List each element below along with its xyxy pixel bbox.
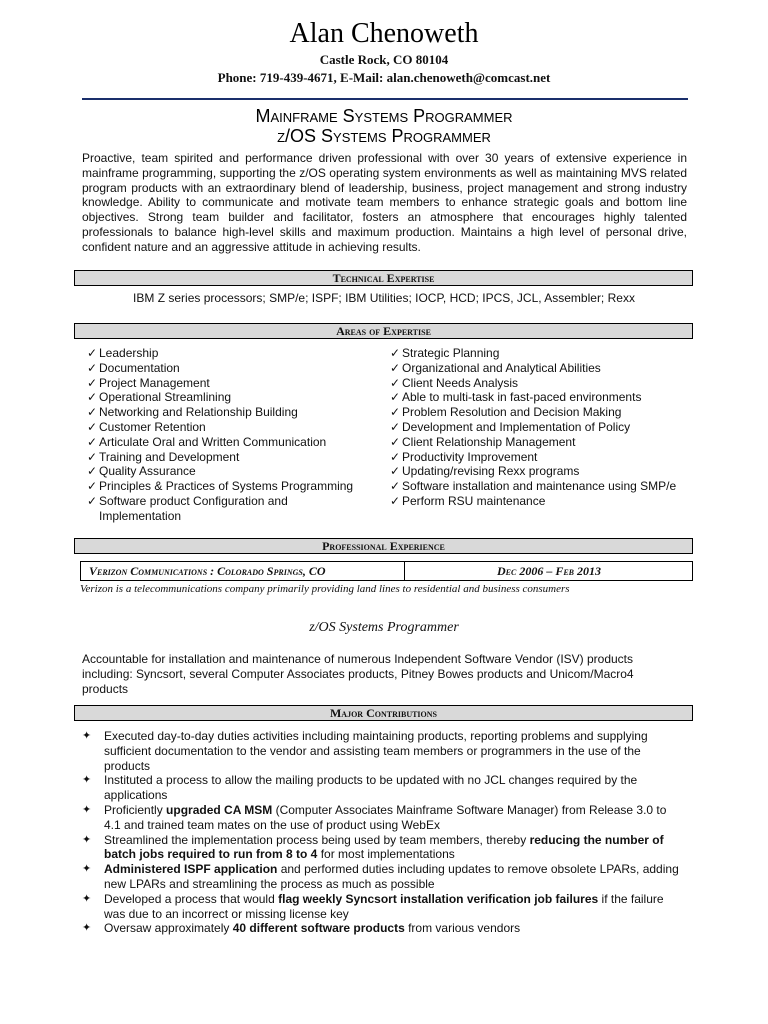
checkmark-icon: ✓ — [390, 375, 401, 390]
role-title: z/OS Systems Programmer — [309, 620, 459, 635]
expertise-label: Perform RSU maintenance — [402, 493, 546, 508]
contribution-item — [82, 833, 682, 863]
contribution-text: Developed a process that would — [104, 891, 279, 906]
contribution-highlight: Administered ISPF application — [104, 862, 278, 877]
expertise-label: Documentation — [99, 360, 180, 375]
expertise-item — [87, 435, 367, 450]
contribution-text: Executed day-to-day duties activities including maintaining products, reporting problems and supplying sufficient documentation to the vendor and assisting team members or programmers in the use of the products — [104, 729, 648, 773]
technical-skills: IBM Z series processors; SMP/e; ISPF; IBM Utilities; IOCP, HCD; IPCS, JCL, Assembler; Rexx — [133, 291, 635, 305]
contribution-text: from various vendors — [404, 921, 521, 936]
checkmark-icon: ✓ — [390, 449, 401, 464]
expertise-label: Networking and Relationship Building — [99, 405, 298, 420]
checkmark-icon: ✓ — [390, 493, 401, 508]
checkmark-icon: ✓ — [390, 419, 401, 434]
checkmark-icon: ✓ — [390, 346, 401, 360]
expertise-label: Software installation and maintenance using SMP/e — [402, 479, 677, 494]
expertise-label: Project Management — [99, 375, 210, 390]
contribution-item — [82, 729, 682, 773]
expertise-item — [390, 376, 680, 391]
expertise-label: Development and Implementation of Policy — [402, 419, 631, 434]
expertise-item — [390, 450, 680, 465]
expertise-item — [390, 390, 680, 405]
header-divider — [82, 98, 688, 100]
checkmark-icon: ✓ — [390, 464, 401, 479]
checkmark-icon: ✓ — [87, 449, 98, 464]
checkmark-icon: ✓ — [390, 405, 401, 420]
expertise-label: Training and Development — [99, 449, 240, 464]
expertise-item — [390, 361, 680, 376]
checkmark-icon: ✓ — [87, 479, 98, 494]
star-bullet-icon: ✦ — [82, 730, 92, 742]
company-description: Verizon is a telecommunications company primarily providing land lines to residential and business consumers — [80, 583, 570, 595]
professional-summary: Proactive, team spirited and performance driven professional with over 30 years of extensive experience in mainframe programming, supporting the z/OS operating system environments as well as maintaining MVS related program products with an extraordinary blend of leadership, business, project management and strong industry knowledge. Ability to communicate and motivate team members to enhance strategic goals and bottom line objectives. Strong team builder and facilitator, fosters an atmosphere that encourages highly talented professionals to balance high-level skills and maximum production. Maintains a high level of personal drive, confident nature and an aggressive attitude in achieving results. — [82, 151, 687, 254]
expertise-item — [87, 405, 367, 420]
section-heading-experience: Professional Experience — [74, 538, 693, 554]
expertise-item — [87, 479, 367, 494]
expertise-item — [87, 376, 367, 391]
expertise-item — [390, 479, 680, 494]
expertise-label: Problem Resolution and Decision Making — [402, 405, 622, 420]
expertise-item — [390, 420, 680, 435]
expertise-item — [390, 346, 680, 361]
checkmark-icon: ✓ — [87, 464, 98, 479]
employer-box — [80, 561, 693, 581]
star-bullet-icon: ✦ — [82, 833, 92, 846]
star-bullet-icon: ✦ — [82, 803, 92, 816]
checkmark-icon: ✓ — [390, 434, 401, 449]
contribution-text: Oversaw approximately — [104, 921, 233, 936]
employment-dates: Dec 2006 – Feb 2013 — [496, 564, 601, 578]
expertise-item — [87, 494, 367, 524]
checkmark-icon: ✓ — [87, 493, 98, 508]
expertise-label: Leadership — [99, 346, 159, 360]
expertise-item — [87, 346, 367, 361]
checkmark-icon: ✓ — [87, 346, 98, 360]
expertise-label: Able to multi-task in fast-paced environments — [402, 390, 642, 405]
expertise-label: Articulate Oral and Written Communication — [99, 434, 327, 449]
star-bullet-icon: ✦ — [82, 774, 92, 787]
contribution-item — [82, 803, 682, 833]
star-bullet-icon: ✦ — [82, 922, 92, 935]
checkmark-icon: ✓ — [390, 390, 401, 405]
expertise-item — [87, 361, 367, 376]
checkmark-icon: ✓ — [87, 360, 98, 375]
checkmark-icon: ✓ — [390, 360, 401, 375]
expertise-item — [390, 494, 680, 509]
contribution-text: if the failure was due to an incorrect or missing license key — [104, 891, 664, 921]
section-heading-contributions: Major Contributions — [74, 705, 693, 721]
expertise-label: Client Relationship Management — [402, 434, 576, 449]
expertise-label: Organizational and Analytical Abilities — [402, 360, 601, 375]
checkmark-icon: ✓ — [87, 375, 98, 390]
areas-right-column — [390, 346, 680, 509]
expertise-item — [390, 435, 680, 450]
expertise-item — [87, 390, 367, 405]
contribution-highlight: flag weekly Syncsort installation verification job failures — [278, 891, 599, 906]
contribution-item — [82, 862, 682, 892]
expertise-item — [390, 405, 680, 420]
expertise-item — [87, 464, 367, 479]
contribution-item — [82, 892, 682, 922]
contribution-highlight: 40 different software products — [232, 921, 405, 936]
contact-line: Phone: 719-439-4671, E-Mail: alan.chenoweth@comcast.net — [217, 70, 551, 85]
expertise-item — [87, 450, 367, 465]
checkmark-icon: ✓ — [87, 405, 98, 420]
expertise-label: Principles & Practices of Systems Programming — [99, 479, 354, 494]
star-bullet-icon: ✦ — [82, 892, 92, 905]
expertise-label: Operational Streamlining — [99, 390, 232, 405]
contribution-text: (Computer Associates Mainframe Software Manager) from Release 3.0 to 4.1 and trained team mates on the use of product using WebEx — [104, 802, 667, 832]
contribution-text: Instituted a process to allow the mailing products to be updated with no JCL changes required by the applications — [104, 773, 638, 803]
expertise-label: Quality Assurance — [99, 464, 196, 479]
checkmark-icon: ✓ — [87, 434, 98, 449]
checkmark-icon: ✓ — [87, 390, 98, 405]
expertise-item — [390, 464, 680, 479]
contribution-text: for most implementations — [317, 847, 455, 862]
section-heading-areas: Areas of Expertise — [74, 323, 693, 339]
section-heading-technical: Technical Expertise — [74, 270, 693, 286]
contribution-text: and performed duties including updates to remove obsolete LPARs, adding new LPARs and streamlining the process as much as possible — [104, 862, 679, 891]
expertise-label: Productivity Improvement — [402, 449, 538, 464]
contribution-highlight: upgraded CA MSM — [166, 802, 273, 817]
address: Castle Rock, CO 80104 — [319, 52, 449, 67]
contribution-item — [82, 773, 682, 803]
checkmark-icon: ✓ — [87, 419, 98, 434]
job-title-primary: Mainframe Systems Programmer — [255, 106, 513, 126]
employer-name: Verizon Communications : Colorado Springs, CO — [89, 564, 326, 578]
expertise-label: Software product Configuration and Implementation — [99, 493, 288, 523]
expertise-label: Client Needs Analysis — [402, 375, 519, 390]
contributions-list — [82, 729, 682, 936]
role-description: Accountable for installation and maintenance of numerous Independent Software Vendor (ISV) products including: Syncsort, several Computer Associates products, Pitney Bowes products and Unicom/Macro4 products — [82, 652, 634, 696]
expertise-label: Updating/revising Rexx programs — [402, 464, 580, 479]
contribution-text: Proficiently — [104, 802, 167, 817]
contribution-text: Streamlined the implementation process being used by team members, thereby — [104, 832, 530, 847]
areas-left-column — [87, 346, 367, 524]
expertise-label: Customer Retention — [99, 419, 206, 434]
expertise-item — [87, 420, 367, 435]
candidate-name: Alan Chenoweth — [289, 18, 479, 49]
star-bullet-icon: ✦ — [82, 863, 92, 876]
expertise-label: Strategic Planning — [402, 346, 500, 360]
job-title-secondary: z/OS Systems Programmer — [277, 126, 491, 146]
contribution-item — [82, 921, 682, 936]
checkmark-icon: ✓ — [390, 479, 401, 494]
contribution-highlight: reducing the number of batch jobs required to run from 8 to 4 — [104, 832, 664, 862]
